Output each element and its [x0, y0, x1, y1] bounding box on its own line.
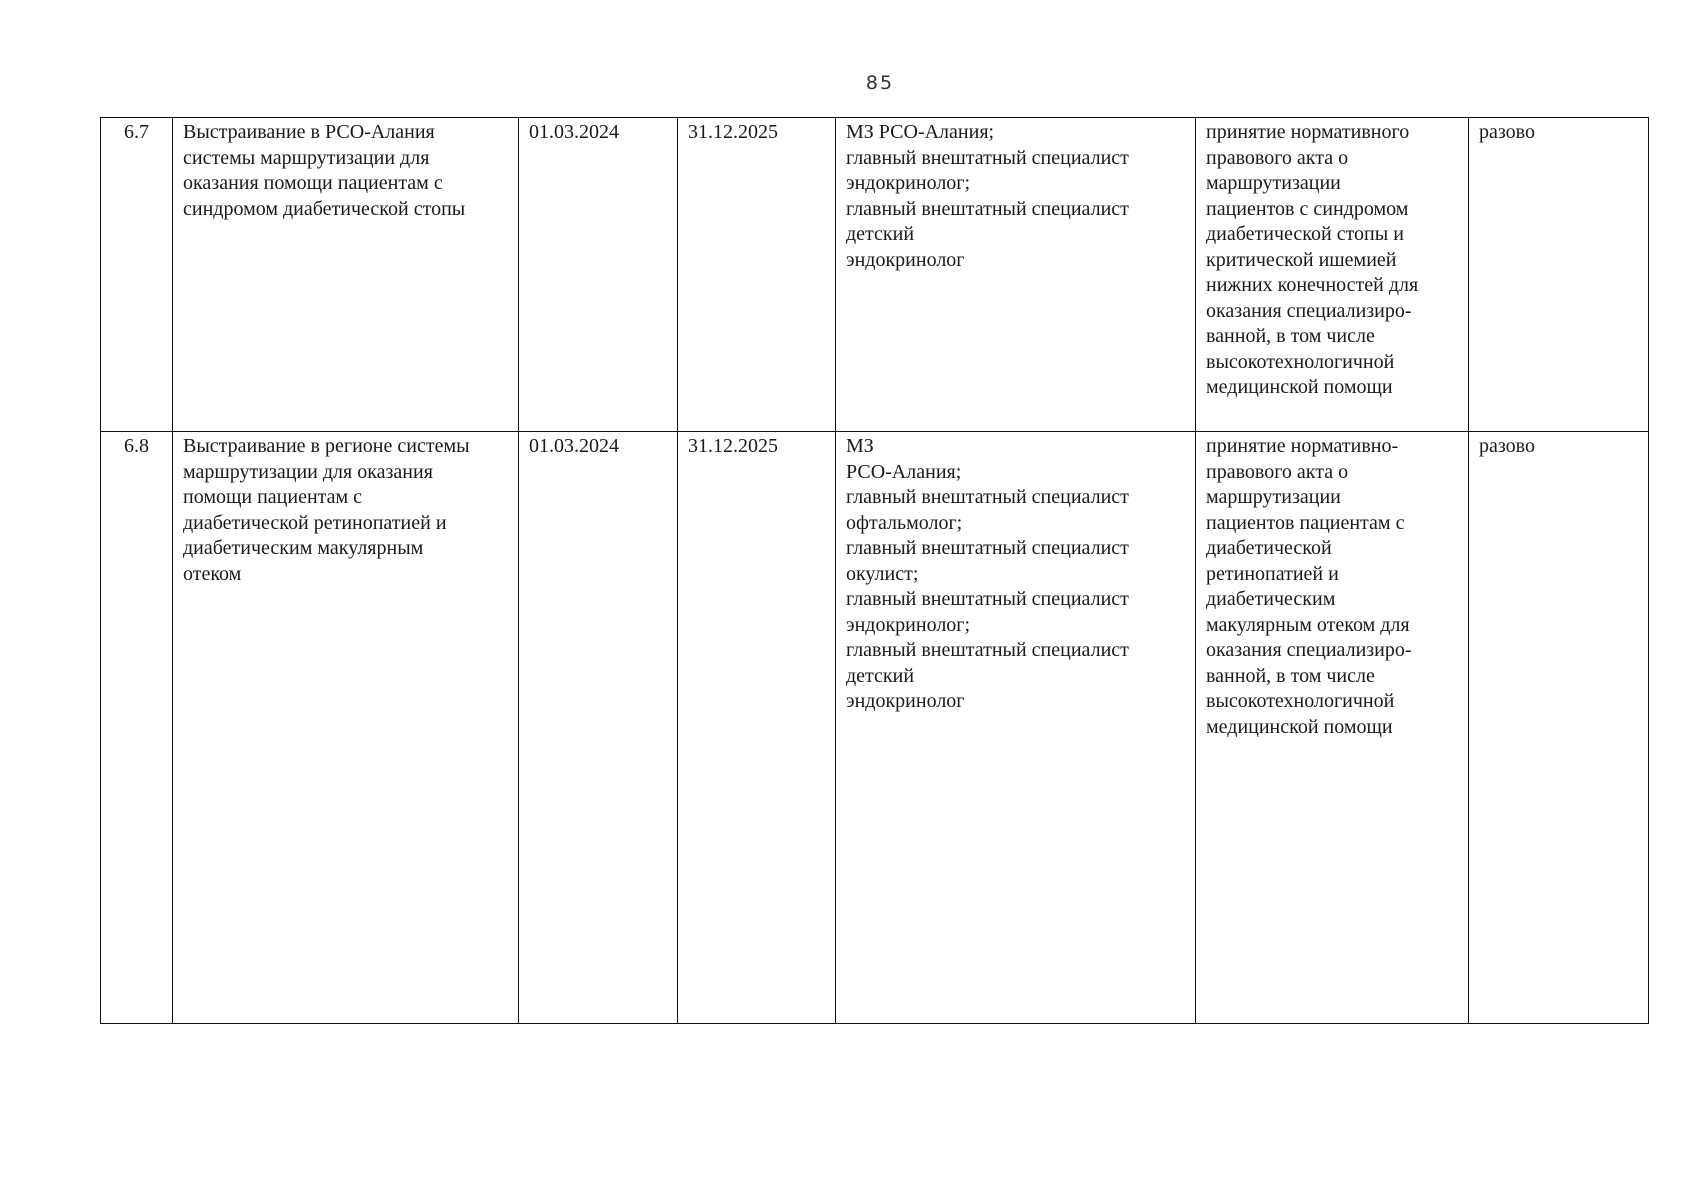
- responsible-parties: [836, 432, 1196, 1024]
- result-line: высокотехнологичной: [1206, 350, 1395, 373]
- description-line: маршрутизации для оказания: [183, 460, 433, 483]
- activity-description: [173, 118, 519, 432]
- description-line: помощи пациентам с: [183, 486, 363, 508]
- result-line: критической ишемией: [1206, 248, 1397, 271]
- responsible-line: главный внештатный специалист: [846, 537, 1129, 559]
- result-line: оказания специализиро-: [1206, 299, 1412, 322]
- description-line: синдромом диабетической стопы: [183, 197, 466, 220]
- responsible-line: МЗ: [846, 435, 874, 457]
- responsible-line: главный внештатный специалист: [846, 588, 1129, 610]
- frequency: разово: [1469, 118, 1649, 432]
- start-date: 01.03.2024: [519, 432, 678, 1024]
- responsible-line: офтальмолог;: [846, 511, 963, 534]
- activity-description: [173, 432, 519, 1024]
- responsible-line: окулист;: [846, 562, 919, 585]
- responsible-line: эндокринолог: [846, 690, 965, 712]
- result-line: медицинской помощи: [1206, 715, 1393, 738]
- result-line: нижних конечностей для: [1206, 274, 1419, 296]
- result-line: медицинской помощи: [1206, 376, 1393, 398]
- frequency: разово: [1469, 432, 1649, 1024]
- responsible-line: эндокринолог;: [846, 172, 971, 194]
- responsible-line: детский: [846, 223, 915, 245]
- result-line: ретинопатией и: [1206, 562, 1339, 585]
- result-line: оказания специализиро-: [1206, 639, 1412, 661]
- result-line: диабетической: [1206, 537, 1332, 559]
- result-line: ванной, в том числе: [1206, 664, 1375, 687]
- result-line: макулярным отеком для: [1206, 613, 1410, 636]
- result-line: диабетической стопы и: [1206, 223, 1404, 245]
- result-line: маршрутизации: [1206, 486, 1341, 508]
- activities-table: [100, 117, 1649, 1024]
- result-line: правового акта о: [1206, 460, 1349, 483]
- expected-result: [1196, 118, 1469, 432]
- description-line: отеком: [183, 562, 242, 585]
- result-line: правового акта о: [1206, 146, 1349, 169]
- row-number: 6.7: [101, 118, 173, 432]
- description-line: оказания помощи пациентам с: [183, 172, 443, 194]
- table-row: [101, 118, 1649, 432]
- responsible-line: главный внештатный специалист: [846, 486, 1129, 508]
- responsible-line: детский: [846, 664, 915, 687]
- responsible-line: РСО-Алания;: [846, 460, 962, 483]
- responsible-line: эндокринолог: [846, 248, 965, 271]
- result-line: высокотехнологичной: [1206, 690, 1395, 712]
- description-line: системы маршрутизации для: [183, 146, 430, 169]
- expected-result: [1196, 432, 1469, 1024]
- result-line: принятие нормативно-: [1206, 435, 1399, 457]
- description-line: Выстраивание в РСО-Алания: [183, 121, 435, 143]
- responsible-parties: [836, 118, 1196, 432]
- result-line: пациентов с синдромом: [1206, 197, 1409, 220]
- responsible-line: эндокринолог;: [846, 613, 971, 636]
- description-line: диабетической ретинопатией и: [183, 511, 447, 534]
- description-line: Выстраивание в регионе системы: [183, 435, 470, 457]
- page-number: 85: [865, 72, 895, 94]
- responsible-line: главный внештатный специалист: [846, 197, 1129, 220]
- end-date: 31.12.2025: [678, 432, 836, 1024]
- responsible-line: главный внештатный специалист: [846, 639, 1129, 661]
- result-line: маршрутизации: [1206, 172, 1341, 194]
- responsible-line: МЗ РСО-Алания;: [846, 121, 995, 143]
- start-date: 01.03.2024: [519, 118, 678, 432]
- result-line: ванной, в том числе: [1206, 325, 1375, 347]
- result-line: пациентов пациентам с: [1206, 511, 1405, 534]
- responsible-line: главный внештатный специалист: [846, 146, 1129, 169]
- description-line: диабетическим макулярным: [183, 537, 424, 559]
- end-date: 31.12.2025: [678, 118, 836, 432]
- row-number: 6.8: [101, 432, 173, 1024]
- result-line: диабетическим: [1206, 588, 1336, 610]
- table-row: [101, 432, 1649, 1024]
- result-line: принятие нормативного: [1206, 121, 1410, 143]
